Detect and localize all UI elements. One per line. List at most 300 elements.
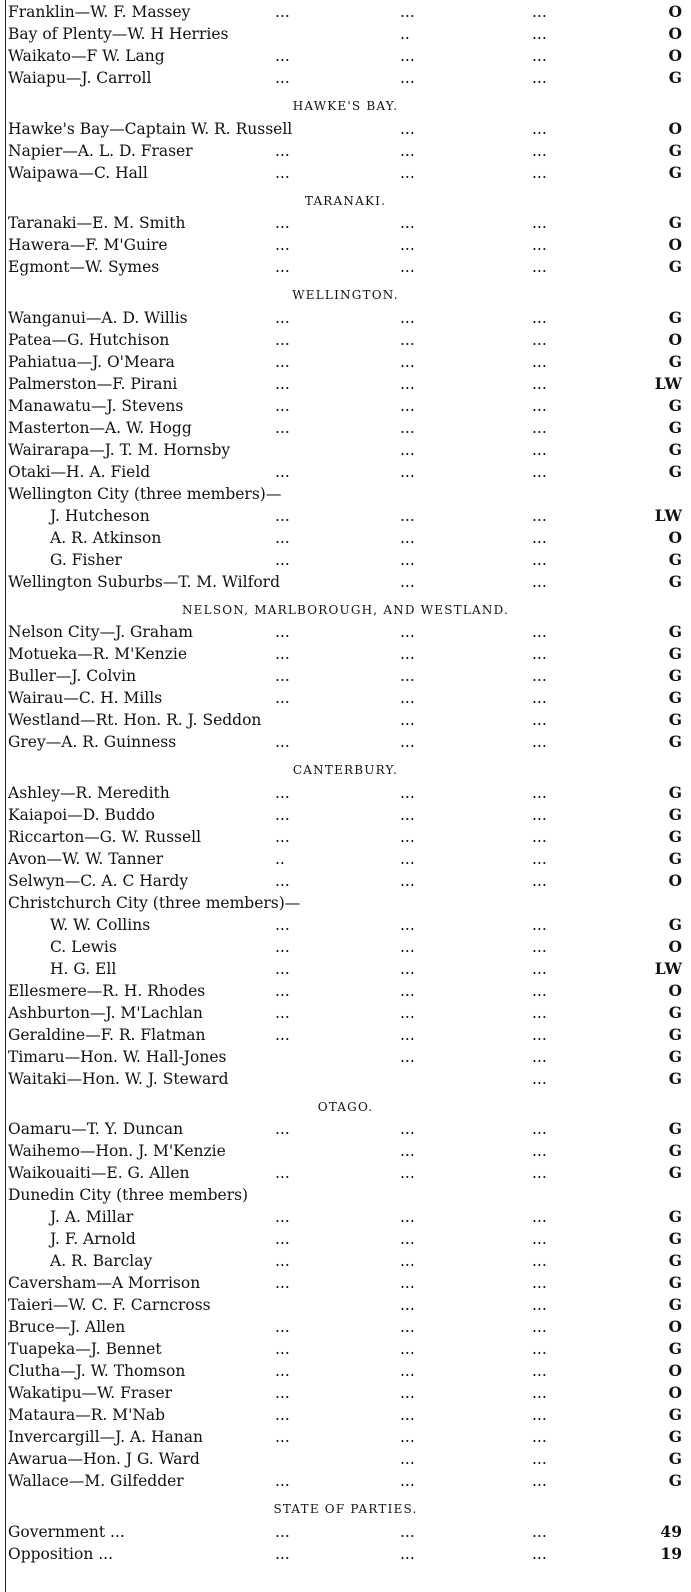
party-code: O (668, 24, 682, 43)
electorate-name: Waitaki—Hon. W. J. Steward (8, 1069, 229, 1088)
leader-dots: ... (532, 959, 547, 978)
section-heading: NELSON, MARLBOROUGH, AND WESTLAND. (181, 602, 509, 617)
leader-dots: ... (400, 1003, 415, 1022)
leader-dots: ... (400, 1384, 415, 1402)
party-code: O (668, 1361, 682, 1380)
leader-dots: ... (400, 1047, 415, 1066)
leader-dots: ... (275, 915, 290, 934)
leader-dots: ... (400, 1450, 415, 1468)
leader-dots: .. (400, 25, 410, 43)
leader-dots: ... (532, 25, 547, 43)
electorate-name: Dunedin City (three members) (8, 1186, 249, 1204)
party-code: G (668, 1141, 682, 1160)
party-code: G (668, 549, 682, 569)
table-row (0, 1140, 691, 1162)
party-code: G (668, 1163, 682, 1182)
section-heading: STATE OF PARTIES. (273, 1502, 418, 1516)
electorate-name: Geraldine—F. R. Flatman (8, 1025, 206, 1044)
leader-dots: ... (275, 1472, 290, 1490)
leader-dots: ... (532, 667, 547, 685)
electorate-name: J. A. Millar (50, 1208, 134, 1226)
leader-dots: ... (400, 1208, 415, 1226)
table-row (0, 1272, 691, 1294)
table-row (0, 483, 691, 505)
leader-dots: ... (532, 827, 547, 846)
leader-dots: ... (275, 1340, 290, 1358)
table-row (0, 665, 691, 687)
electorate-name: Waikato—F W. Lang (8, 47, 165, 65)
electorate-name: Masterton—A. W. Hogg (8, 418, 192, 437)
table-row (0, 307, 691, 329)
electorate-name: Opposition ... (8, 1544, 114, 1563)
electorate-name: Tuapeka—J. Bennet (8, 1340, 162, 1358)
table-row (0, 1382, 691, 1404)
leader-dots: ... (532, 1384, 547, 1402)
table-row (0, 1448, 691, 1470)
table-row (0, 1338, 691, 1360)
party-code: G (668, 1471, 682, 1490)
leader-dots: ... (275, 1406, 290, 1424)
leader-dots: ... (532, 733, 547, 751)
leader-dots: ... (532, 396, 547, 415)
table-row (0, 870, 691, 892)
table-row (0, 892, 691, 914)
table-row (0, 118, 691, 140)
table-row (0, 1470, 691, 1492)
leader-dots: ... (275, 69, 290, 87)
leader-dots: ... (400, 1120, 415, 1138)
leader-dots: ... (400, 47, 415, 65)
electorate-name: Hawke's Bay—Captain W. R. Russell (8, 119, 293, 138)
party-code: G (668, 710, 682, 729)
table-row (0, 1, 691, 23)
electorate-name: Pahiatua—J. O'Meara (8, 352, 175, 371)
leader-dots: ... (532, 1472, 547, 1490)
table-row (0, 395, 691, 417)
section-heading: OTAGO. (317, 1099, 374, 1114)
leader-dots: ... (532, 47, 547, 65)
leader-dots: ... (400, 69, 415, 87)
electorate-name: Oamaru—T. Y. Duncan (8, 1120, 184, 1138)
table-row (0, 373, 691, 395)
table-row (0, 687, 691, 709)
leader-dots: ... (532, 462, 547, 481)
leader-dots: ... (532, 1450, 547, 1468)
electorate-name: Egmont—W. Symes (8, 258, 160, 276)
leader-dots: ... (400, 805, 415, 824)
leader-dots: ... (532, 1230, 547, 1248)
table-row (0, 1118, 691, 1140)
leader-dots: ... (275, 959, 290, 978)
leader-dots: ... (275, 374, 290, 393)
table-row (0, 826, 691, 848)
electorate-name: Timaru—Hon. W. Hall-Jones (8, 1047, 227, 1066)
leader-dots: ... (532, 572, 547, 591)
party-code: O (668, 2, 682, 21)
section-heading: WELLINGTON. (292, 288, 399, 302)
leader-dots: ... (275, 1384, 290, 1402)
leader-dots: ... (400, 1296, 415, 1314)
party-code: G (668, 439, 682, 459)
leader-dots: ... (275, 1120, 290, 1138)
party-code: G (668, 1251, 682, 1270)
leader-dots: ... (532, 1208, 547, 1226)
leader-dots: ... (400, 506, 415, 525)
party-code: G (668, 68, 682, 87)
leader-dots: ... (400, 163, 415, 182)
leader-dots: ... (275, 1252, 290, 1270)
electorate-name: Hawera—F. M'Guire (8, 236, 168, 254)
electorate-name: Waiapu—J. Carroll (8, 69, 152, 87)
party-code: G (668, 571, 682, 591)
section-heading: CANTERBURY. (292, 763, 399, 777)
electorate-name: Franklin—W. F. Massey (8, 3, 191, 21)
table-row (0, 914, 691, 936)
leader-dots: ... (275, 1003, 290, 1022)
leader-dots: ... (400, 1164, 415, 1182)
leader-dots: ... (275, 871, 290, 890)
leader-dots: ... (532, 308, 547, 327)
leader-dots: ... (275, 163, 290, 182)
electorate-name: Mataura—R. M'Nab (8, 1406, 166, 1424)
party-code: G (668, 162, 682, 182)
party-code: G (668, 307, 682, 327)
leader-dots: ... (532, 1069, 547, 1088)
table-row (0, 1250, 691, 1272)
party-code: O (668, 936, 682, 956)
leader-dots: ... (275, 141, 290, 160)
party-code: G (668, 1273, 682, 1292)
party-code: G (668, 804, 682, 824)
electorate-name: Taieri—W. C. F. Carncross (8, 1296, 211, 1314)
leader-dots: ... (275, 214, 290, 232)
leader-dots: ... (275, 308, 290, 327)
electorate-name: Caversham—A Morrison (8, 1274, 201, 1292)
leader-dots: ... (532, 163, 547, 182)
table-row (0, 980, 691, 1002)
leader-dots: ... (400, 937, 415, 956)
leader-dots: ... (400, 1274, 415, 1292)
table-row (0, 643, 691, 665)
party-code: G (668, 351, 682, 371)
leader-dots: ... (400, 733, 415, 751)
leader-dots: ... (532, 69, 547, 87)
leader-dots: ... (532, 1252, 547, 1270)
table-row (0, 1024, 691, 1046)
party-code: G (668, 688, 682, 707)
leader-dots: ... (400, 623, 415, 641)
leader-dots: ... (275, 1522, 290, 1541)
leader-dots: ... (275, 827, 290, 846)
leader-dots: ... (275, 981, 290, 1000)
electorate-name: Motueka—R. M'Kenzie (8, 645, 187, 663)
party-code: G (668, 848, 682, 868)
leader-dots: ... (275, 783, 290, 802)
electorate-name: Napier—A. L. D. Fraser (8, 141, 193, 160)
leader-dots: ... (400, 1340, 415, 1358)
party-code: G (668, 1427, 682, 1446)
party-code: G (668, 1002, 682, 1022)
leader-dots: ... (400, 1544, 415, 1563)
leader-dots: ... (275, 623, 290, 641)
table-row (0, 1002, 691, 1024)
leader-dots: ... (400, 1362, 415, 1380)
leader-dots: ... (275, 352, 290, 371)
leader-dots: ... (532, 849, 547, 868)
leader-dots: ... (400, 418, 415, 437)
leader-dots: ... (400, 1318, 415, 1336)
leader-dots: ... (275, 733, 290, 751)
leader-dots: ... (532, 506, 547, 525)
party-code: G (668, 782, 682, 802)
leader-dots: ... (400, 1252, 415, 1270)
section-heading: TARANAKI. (304, 193, 387, 208)
leader-dots: ... (275, 47, 290, 65)
leader-dots: ... (275, 1274, 290, 1292)
leader-dots: ... (532, 528, 547, 547)
electorate-name: Buller—J. Colvin (8, 667, 137, 685)
electorate-name: Bruce—J. Allen (8, 1318, 126, 1336)
leader-dots: ... (400, 827, 415, 846)
leader-dots: ... (400, 1406, 415, 1424)
table-row (0, 731, 691, 753)
party-code: G (668, 622, 682, 641)
leader-dots: ... (532, 1406, 547, 1424)
leader-dots: ... (532, 711, 547, 729)
leader-dots: ... (532, 1142, 547, 1160)
electorate-name: Manawatu—J. Stevens (8, 396, 184, 415)
leader-dots: ... (275, 236, 290, 254)
leader-dots: ... (532, 623, 547, 641)
party-code: G (668, 1405, 682, 1424)
party-code: G (668, 1046, 682, 1066)
leader-dots: ... (275, 1428, 290, 1446)
leader-dots: ... (275, 1230, 290, 1248)
table-row (0, 1426, 691, 1448)
leader-dots: ... (275, 1164, 290, 1182)
electorate-name: Waihemo—Hon. J. M'Kenzie (8, 1142, 226, 1160)
table-row (0, 1206, 691, 1228)
leader-dots: ... (400, 550, 415, 569)
electorate-name: Patea—G. Hutchison (8, 330, 170, 349)
table-row (0, 1068, 691, 1090)
leader-dots: ... (400, 1522, 415, 1541)
electorate-name: Westland—Rt. Hon. R. J. Seddon (8, 711, 262, 729)
leader-dots: ... (400, 352, 415, 371)
leader-dots: ... (400, 1428, 415, 1446)
leader-dots: ... (532, 550, 547, 569)
party-code: 19 (660, 1543, 682, 1563)
leader-dots: ... (275, 506, 290, 525)
electorate-name: Riccarton—G. W. Russell (8, 827, 202, 846)
electorate-name: A. R. Atkinson (50, 528, 162, 547)
electorate-name: Wanganui—A. D. Willis (8, 308, 188, 327)
leader-dots: ... (400, 1472, 415, 1490)
leader-dots: ... (275, 528, 290, 547)
electorate-name: Ashley—R. Meredith (8, 783, 170, 802)
leader-dots: ... (400, 330, 415, 349)
electorate-name: Wakatipu—W. Fraser (8, 1384, 173, 1402)
table-row (0, 67, 691, 89)
leader-dots: ... (400, 915, 415, 934)
leader-dots: ... (400, 645, 415, 663)
leader-dots: ... (275, 418, 290, 437)
leader-dots: ... (400, 396, 415, 415)
leader-dots: ... (400, 141, 415, 160)
leader-dots: ... (400, 667, 415, 685)
party-code: G (668, 1119, 682, 1138)
party-code: O (668, 870, 682, 890)
party-code: G (668, 666, 682, 685)
leader-dots: ... (275, 1362, 290, 1380)
table-row (0, 1360, 691, 1382)
section-heading: HAWKE'S BAY. (292, 99, 399, 113)
leader-dots: ... (275, 667, 290, 685)
leader-dots: ... (275, 805, 290, 824)
electorate-name: Christchurch City (three members)— (8, 893, 301, 912)
leader-dots: ... (400, 849, 415, 868)
leader-dots: ... (400, 528, 415, 547)
leader-dots: ... (400, 1142, 415, 1160)
electorate-name: Nelson City—J. Graham (8, 623, 194, 641)
party-code: O (668, 980, 682, 1000)
leader-dots: ... (275, 330, 290, 349)
party-code: LW (654, 958, 682, 978)
leader-dots: ... (400, 871, 415, 890)
electorate-name: Ellesmere—R. H. Rhodes (8, 981, 206, 1000)
table-row (0, 1184, 691, 1206)
party-code: G (668, 417, 682, 437)
table-row (0, 417, 691, 439)
leader-dots: ... (275, 3, 290, 21)
leader-dots: ... (532, 645, 547, 663)
leader-dots: ... (532, 3, 547, 21)
leader-dots: ... (532, 1522, 547, 1541)
party-code: G (668, 257, 682, 276)
party-code: G (668, 1207, 682, 1226)
electorate-name: Bay of Plenty—W. H Herries (8, 25, 229, 43)
leader-dots: ... (532, 1362, 547, 1380)
party-code: O (668, 1317, 682, 1336)
party-code: G (668, 395, 682, 415)
leader-dots: ... (275, 1544, 290, 1563)
leader-dots: ... (532, 440, 547, 459)
table-row (0, 571, 691, 593)
party-code: G (668, 826, 682, 846)
leader-dots: ... (400, 214, 415, 232)
table-row (0, 1046, 691, 1068)
party-code: O (668, 329, 682, 349)
leader-dots: ... (400, 462, 415, 481)
table-row (0, 1404, 691, 1426)
table-row (0, 212, 691, 234)
electorate-name: Waipawa—C. Hall (8, 163, 148, 182)
party-code: G (668, 140, 682, 160)
table-row (0, 1543, 691, 1565)
electorate-name: Wellington City (three members)— (8, 484, 282, 503)
table-row (0, 782, 691, 804)
electorate-name: A. R. Barclay (50, 1252, 153, 1270)
party-code: G (668, 644, 682, 663)
table-row (0, 1162, 691, 1184)
table-row (0, 1316, 691, 1338)
electorate-name: Otaki—H. A. Field (8, 462, 151, 481)
table-row (0, 709, 691, 731)
table-row (0, 461, 691, 483)
electorate-name: Awarua—Hon. J G. Ward (8, 1450, 200, 1468)
electorate-name: Selwyn—C. A. C Hardy (8, 871, 189, 890)
table-row (0, 234, 691, 256)
party-code: G (668, 1449, 682, 1468)
leader-dots: ... (532, 1428, 547, 1446)
electorate-name: H. G. Ell (50, 959, 117, 978)
leader-dots: ... (532, 915, 547, 934)
leader-dots: ... (275, 1025, 290, 1044)
leader-dots: ... (532, 805, 547, 824)
party-code: G (668, 213, 682, 232)
leader-dots: ... (532, 236, 547, 254)
electorate-name: Kaiapoi—D. Buddo (8, 805, 156, 824)
party-code: O (668, 235, 682, 254)
party-code: G (668, 1295, 682, 1314)
table-row (0, 140, 691, 162)
table-row (0, 1521, 691, 1543)
leader-dots: ... (532, 783, 547, 802)
electorate-name: Government ... (8, 1522, 125, 1541)
leader-dots: ... (400, 440, 415, 459)
table-row (0, 23, 691, 45)
leader-dots: ... (275, 258, 290, 276)
table-row (0, 505, 691, 527)
leader-dots: ... (275, 1208, 290, 1226)
table-row (0, 329, 691, 351)
table-row (0, 162, 691, 184)
leader-dots: ... (532, 981, 547, 1000)
leader-dots: ... (400, 308, 415, 327)
leader-dots: ... (400, 374, 415, 393)
leader-dots: ... (532, 1003, 547, 1022)
leader-dots: ... (400, 711, 415, 729)
electorate-name: Ashburton—J. M'Lachlan (8, 1003, 203, 1022)
leader-dots: ... (400, 689, 415, 707)
electorate-name: Wallace—M. Gilfedder (8, 1472, 184, 1490)
leader-dots: ... (532, 119, 547, 138)
table-row (0, 256, 691, 278)
leader-dots: ... (275, 462, 290, 481)
table-row (0, 1228, 691, 1250)
party-code: G (668, 732, 682, 751)
leader-dots: ... (532, 418, 547, 437)
table-row (0, 439, 691, 461)
party-code: G (668, 1068, 682, 1088)
leader-dots: ... (532, 1318, 547, 1336)
party-code: G (668, 461, 682, 481)
leader-dots: ... (400, 1230, 415, 1248)
leader-dots: ... (400, 1025, 415, 1044)
electorate-name: W. W. Collins (50, 915, 151, 934)
leader-dots: ... (532, 141, 547, 160)
table-row (0, 621, 691, 643)
table-row (0, 351, 691, 373)
leader-dots: ... (532, 1120, 547, 1138)
leader-dots: ... (275, 550, 290, 569)
leader-dots: ... (532, 1047, 547, 1066)
table-row (0, 549, 691, 571)
leader-dots: ... (400, 959, 415, 978)
electorate-name: Wairau—C. H. Mills (8, 689, 163, 707)
table-row (0, 45, 691, 67)
leader-dots: ... (400, 783, 415, 802)
